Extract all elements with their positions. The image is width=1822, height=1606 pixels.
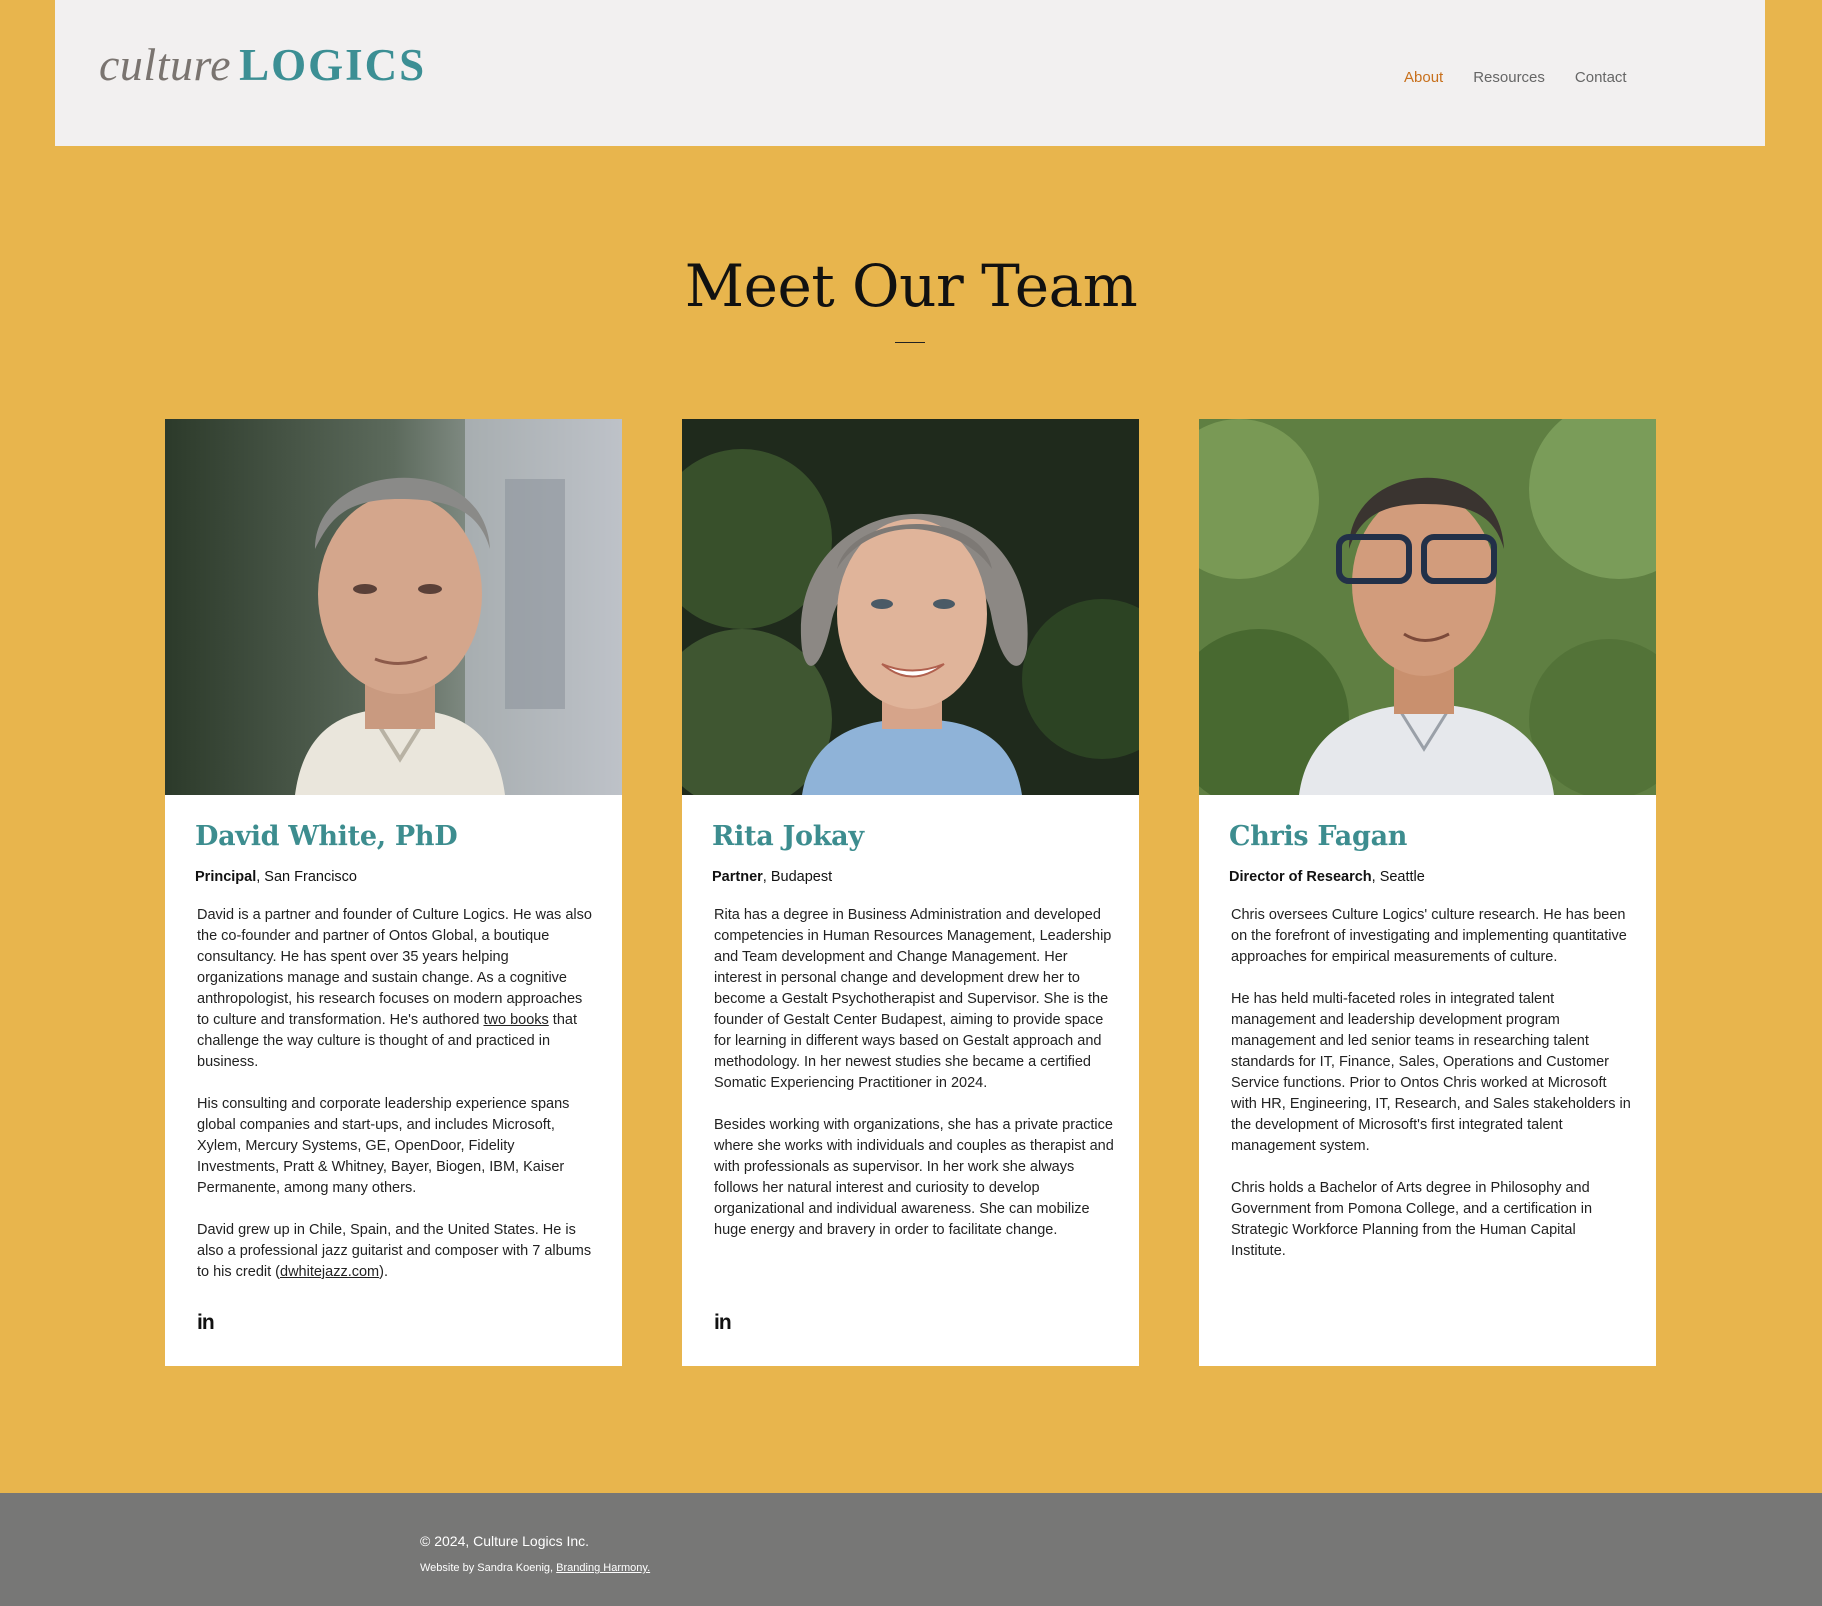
member-name: David White, PhD (195, 821, 458, 852)
member-role-title: Principal (195, 869, 257, 885)
logo-word-culture: culture (99, 39, 232, 90)
member-role (712, 869, 832, 885)
bio-text: ). (379, 1264, 388, 1280)
branding-harmony-link[interactable]: Branding Harmony. (556, 1562, 651, 1574)
member-location: , Budapest (762, 869, 833, 885)
site-footer (0, 1493, 1822, 1606)
copyright-text: © 2024, Culture Logics Inc. (420, 1533, 590, 1549)
team-card-chris (1199, 419, 1656, 1366)
credit-text: Website by Sandra Koenig, (420, 1562, 557, 1574)
bio-paragraph (197, 1220, 597, 1283)
member-role-title: Partner (712, 869, 763, 885)
member-bio (1231, 905, 1631, 1283)
team-card-rita (682, 419, 1139, 1366)
bio-text: David is a partner and founder of Culture Logics. He was also the co-founder and partner of Ontos Global, a boutique consultancy. He has spent over 35 years helping organizations manage and sustain change. As a cognitive anthropologist, his research focuses on modern approaches to culture and transformation. He's authored (197, 907, 592, 1028)
page-title: Meet Our Team (684, 252, 1138, 320)
bio-paragraph: Besides working with organizations, she has a private practice where she works with individuals and couples as therapist and with professionals as supervisor. In her work she always follows her natural interest and curiosity to develop organizational and individual awareness. She can mobilize huge energy and bravery in order to facilitate change. (714, 1117, 1114, 1238)
site-header (55, 0, 1765, 146)
site-credit (420, 1562, 650, 1574)
member-role (1229, 869, 1425, 885)
portrait-photo (1199, 419, 1656, 795)
team-card-david (165, 419, 622, 1366)
member-role (195, 869, 357, 885)
member-bio (197, 905, 597, 1304)
member-name: Chris Fagan (1229, 821, 1408, 852)
bio-paragraph: Chris oversees Culture Logics' culture research. He has been on the forefront of investigating and implementing quantitative approaches for empirical measurements of culture. (1231, 907, 1627, 965)
two-books-link[interactable]: two books (483, 1012, 549, 1028)
member-location: , San Francisco (256, 869, 357, 885)
logo-word-logics: LOGICS (239, 40, 427, 90)
nav-link-about[interactable]: About (1404, 69, 1444, 86)
nav-link-contact[interactable]: Contact (1574, 69, 1627, 86)
bio-paragraph: Chris holds a Bachelor of Arts degree in Philosophy and Government from Pomona College, and a certification in Strategic Workforce Planning from the Human Capital Institute. (1231, 1180, 1593, 1259)
main-nav (1404, 69, 1627, 86)
member-location: , Seattle (1371, 869, 1425, 885)
bio-text: David grew up in Chile, Spain, and the United States. He is also a professional jazz guitarist and composer with 7 albums to his credit ( (197, 1222, 592, 1280)
bio-paragraph: He has held multi-faceted roles in integrated talent management and leadership development program management and led senior teams in researching talent standards for IT, Finance, Sales, Operations and Customer Service functions. Prior to Ontos Chris worked at Microsoft with HR, Engineering, IT, Research, and Sales stakeholders in the development of Microsoft's first integrated talent management system. (1231, 991, 1631, 1154)
bio-paragraph (197, 905, 597, 1073)
portrait-photo (682, 419, 1139, 795)
member-name: Rita Jokay (712, 821, 864, 852)
bio-paragraph: Rita has a degree in Business Administration and developed competencies in Human Resources Management, Leadership and Team development and Change Management. Her interest in personal change and development drew her to become a Gestalt Psychotherapist and Supervisor. She is the founder of Gestalt Center Budapest, aiming to provide space for learning in different ways based on Gestalt approach and methodology. In her newest studies she became a certified Somatic Experiencing Practitioner in 2024. (714, 907, 1112, 1091)
dwhitejazz-link[interactable]: dwhitejazz.com (280, 1264, 380, 1280)
bio-paragraph: His consulting and corporate leadership experience spans global companies and start-ups, and includes Microsoft, Xylem, Mercury Systems, GE, OpenDoor, Fidelity Investments, Pratt & Whitney, Bayer, Biogen, IBM, Kaiser Permanente, among many others. (197, 1096, 570, 1196)
linkedin-icon[interactable]: in (197, 1311, 214, 1334)
portrait-photo (165, 419, 622, 795)
member-bio (714, 905, 1114, 1262)
linkedin-icon[interactable]: in (714, 1311, 731, 1334)
nav-link-resources[interactable]: Resources (1473, 69, 1545, 86)
member-role-title: Director of Research (1229, 869, 1372, 885)
site-logo[interactable] (99, 39, 427, 90)
bio-text: that challenge the way culture is thought of and practiced in business. (197, 1012, 577, 1070)
title-divider (895, 342, 925, 343)
